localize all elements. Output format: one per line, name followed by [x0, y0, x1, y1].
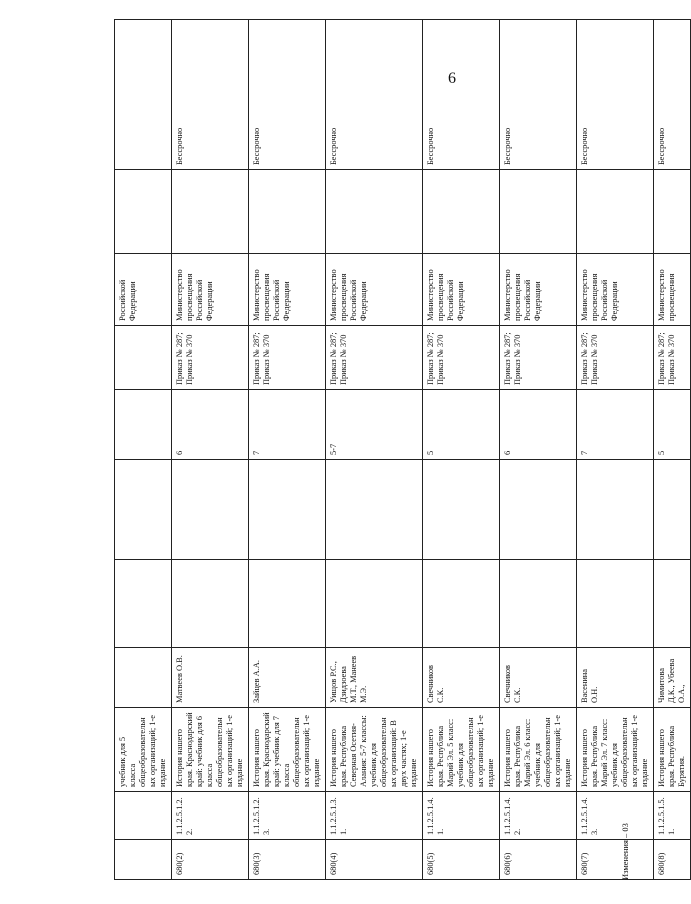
cell-term: Бессрочно: [326, 20, 423, 170]
cell-author: Свечников С.К.: [423, 648, 500, 708]
table-row: [326, 20, 423, 880]
cell-grade: [115, 390, 172, 460]
cell-term: Бессрочно: [577, 20, 654, 170]
table-row: [577, 20, 654, 880]
cell-c10: [500, 170, 577, 254]
cell-ministry: Министерство просвещения Российской Федерации: [249, 254, 326, 326]
cell-c5: [423, 560, 500, 648]
cell-ministry: Министерство просвещения: [654, 254, 691, 326]
cell-title: История нашего края. Краснодарский край: учебник для 7 класса общеобразовательных организаций; 1-е издание: [249, 708, 326, 792]
cell-term: Бессрочно: [654, 20, 691, 170]
table-body: [115, 20, 691, 880]
cell-c6: [172, 460, 249, 560]
cell-c10: [326, 170, 423, 254]
cell-title: История нашего края. Республика Марий Эл. 7 класс: учебник для общеобразовательных организаций; 1-е издание: [577, 708, 654, 792]
cell-ministry: Министерство просвещения Российской Федерации: [172, 254, 249, 326]
cell-order: Приказ № 287; Приказ № 370: [654, 326, 691, 390]
cell-num: [115, 840, 172, 880]
cell-code: 1.1.2.5.1.5.1.: [654, 792, 691, 840]
cell-ministry: Министерство просвещения Российской Федерации: [423, 254, 500, 326]
cell-code: 1.1.2.5.1.4.2.: [500, 792, 577, 840]
cell-c5: [172, 560, 249, 648]
cell-c10: [172, 170, 249, 254]
cell-c10: [654, 170, 691, 254]
cell-title: История нашего края. Республика Бурятия.: [654, 708, 691, 792]
cell-c6: [577, 460, 654, 560]
cell-c10: [115, 170, 172, 254]
cell-grade: 7: [577, 390, 654, 460]
cell-code: 1.1.2.5.1.3.1.: [326, 792, 423, 840]
cell-author: [115, 648, 172, 708]
cell-num: 680(2): [172, 840, 249, 880]
cell-author: Уищов Р.С., Дзидзоева М.Т., Манеев М.Э.: [326, 648, 423, 708]
cell-code: 1.1.2.5.1.2.3.: [249, 792, 326, 840]
cell-c5: [326, 560, 423, 648]
cell-grade: 6: [500, 390, 577, 460]
cell-ministry: Министерство просвещения Российской Федерации: [577, 254, 654, 326]
cell-c6: [249, 460, 326, 560]
cell-num: 680(4): [326, 840, 423, 880]
cell-grade: 6: [172, 390, 249, 460]
cell-order: [115, 326, 172, 390]
cell-term: Бессрочно: [172, 20, 249, 170]
cell-c5: [249, 560, 326, 648]
cell-ministry: Российской Федерации: [115, 254, 172, 326]
cell-author: Зайцев А.А.: [249, 648, 326, 708]
table-row: [249, 20, 326, 880]
cell-order: Приказ № 287; Приказ № 370: [500, 326, 577, 390]
cell-ministry: Министерство просвещения Российской Федерации: [500, 254, 577, 326]
cell-grade: 5-7: [326, 390, 423, 460]
cell-num: 680(3): [249, 840, 326, 880]
page-number: 6: [448, 70, 456, 87]
cell-author: Матвеев О.В.: [172, 648, 249, 708]
cell-num: 680(8): [654, 840, 691, 880]
cell-code: 1.1.2.5.1.4.3.: [577, 792, 654, 840]
cell-order: Приказ № 287; Приказ № 370: [172, 326, 249, 390]
table-row: [115, 20, 172, 880]
table-row: [172, 20, 249, 880]
footer-note: Изменения – 03: [620, 823, 630, 880]
cell-c10: [249, 170, 326, 254]
cell-ministry: Министерство просвещения Российской Федерации: [326, 254, 423, 326]
cell-num: 680(6): [500, 840, 577, 880]
cell-term: Бессрочно: [423, 20, 500, 170]
cell-code: 1.1.2.5.1.2.2.: [172, 792, 249, 840]
cell-title: История нашего края. Республика Марий Эл. 6 класс: учебник для общеобразовательных организаций; 1-е издание: [500, 708, 577, 792]
cell-c5: [115, 560, 172, 648]
cell-c10: [423, 170, 500, 254]
cell-c6: [500, 460, 577, 560]
cell-c6: [115, 460, 172, 560]
cell-term: Бессрочно: [249, 20, 326, 170]
cell-title: История нашего края. Краснодарский край: учебник для 6 класса общеобразовательных организаций; 1-е издание: [172, 708, 249, 792]
cell-c10: [577, 170, 654, 254]
table-row: [654, 20, 691, 880]
cell-c5: [654, 560, 691, 648]
cell-c5: [577, 560, 654, 648]
cell-num: 680(7): [577, 840, 654, 880]
cell-grade: 5: [654, 390, 691, 460]
cell-order: Приказ № 287; Приказ № 370: [423, 326, 500, 390]
cell-c6: [654, 460, 691, 560]
cell-author: Чимитова Д.К., Убеева О.А.,: [654, 648, 691, 708]
cell-num: 680(5): [423, 840, 500, 880]
cell-c6: [326, 460, 423, 560]
cell-title: История нашего края. Республика Марий Эл. 5 класс: учебник для общеобразовательных организаций; 1-е издание: [423, 708, 500, 792]
table-row: [423, 20, 500, 880]
table-row: [500, 20, 577, 880]
cell-code: 1.1.2.5.1.4.1.: [423, 792, 500, 840]
cell-term: [115, 20, 172, 170]
cell-grade: 5: [423, 390, 500, 460]
cell-grade: 7: [249, 390, 326, 460]
cell-order: Приказ № 287; Приказ № 370: [577, 326, 654, 390]
cell-c5: [500, 560, 577, 648]
cell-term: Бессрочно: [500, 20, 577, 170]
cell-title: учебник для 5 класса общеобразовательных организаций; 1-е издание: [115, 708, 172, 792]
cell-order: Приказ № 287; Приказ № 370: [326, 326, 423, 390]
textbook-table: [114, 19, 691, 880]
cell-title: История нашего края. Республика Северная Осетия-Алания: 5-7 классы: учебник для общеобразовательных организаций: В двух частях; 1-е издание: [326, 708, 423, 792]
cell-order: Приказ № 287; Приказ № 370: [249, 326, 326, 390]
cell-author: Васенина О.Н.: [577, 648, 654, 708]
cell-c6: [423, 460, 500, 560]
cell-code: [115, 792, 172, 840]
cell-author: Свечников С.К.: [500, 648, 577, 708]
